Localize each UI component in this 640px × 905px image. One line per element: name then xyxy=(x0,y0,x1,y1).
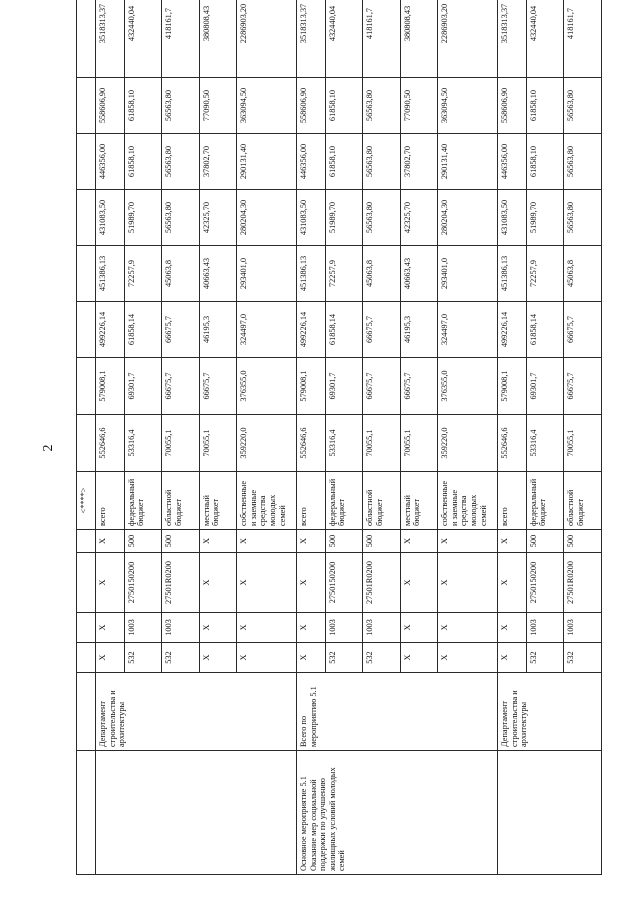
code-cell: X xyxy=(438,553,498,613)
table-row xyxy=(96,0,124,875)
executor-cell: Всего по мероприятию 5.1 xyxy=(297,673,498,751)
year-value-cell: 72257,9 xyxy=(526,246,564,302)
code-cell: X xyxy=(400,643,438,673)
year-value-cell: 51989,70 xyxy=(124,190,162,246)
code-cell: 27501R0200 xyxy=(363,553,401,613)
year-value-cell: 363094,50 xyxy=(237,78,297,134)
code-cell: X xyxy=(237,530,297,553)
code-cell: X xyxy=(400,613,438,643)
stub-cell xyxy=(77,415,96,472)
year-value-cell: 431083,50 xyxy=(297,190,325,246)
funding-source-cell: местный бюджет xyxy=(400,472,438,530)
year-value-cell: 363094,50 xyxy=(438,78,498,134)
year-value-cell: 280204,30 xyxy=(237,190,297,246)
total-value-cell: 418161,7 xyxy=(564,0,602,78)
page-number: 2 xyxy=(41,444,56,452)
funding-source-cell: областной бюджет xyxy=(564,472,602,530)
code-cell: X xyxy=(96,530,124,553)
total-value-cell: 3518313,37 xyxy=(96,0,124,78)
stub-cell xyxy=(77,246,96,302)
code-cell: X xyxy=(237,613,297,643)
year-value-cell: 61858,10 xyxy=(526,78,564,134)
rotated-page xyxy=(76,0,602,875)
code-cell: 500 xyxy=(124,530,162,553)
year-value-cell: 552646,6 xyxy=(297,415,325,472)
code-cell: 500 xyxy=(526,530,564,553)
total-value-cell: 380808,43 xyxy=(199,0,237,78)
code-cell: X xyxy=(498,553,526,613)
executor-cell: Департамент строительства и архитектуры xyxy=(96,673,297,751)
year-value-cell: 61858,14 xyxy=(124,302,162,358)
year-value-cell: 56563,80 xyxy=(162,190,200,246)
year-value-cell: 431083,50 xyxy=(498,190,526,246)
year-value-cell: 359220,0 xyxy=(237,415,297,472)
year-value-cell: 40663,43 xyxy=(199,246,237,302)
year-value-cell: 42325,70 xyxy=(199,190,237,246)
year-value-cell: 499226,14 xyxy=(498,302,526,358)
table-body xyxy=(77,0,602,875)
year-value-cell: 56563,80 xyxy=(162,134,200,190)
year-value-cell: 66675,7 xyxy=(400,358,438,415)
code-cell: X xyxy=(498,613,526,643)
stub-cell xyxy=(77,302,96,358)
year-value-cell: 451386,13 xyxy=(96,246,124,302)
code-cell: X xyxy=(199,613,237,643)
code-cell: 532 xyxy=(363,643,401,673)
funding-source-cell: собственные и заемные средства молодых семей xyxy=(438,472,498,530)
year-value-cell: 324497,0 xyxy=(438,302,498,358)
funding-source-cell: всего xyxy=(498,472,526,530)
year-value-cell: 56563,80 xyxy=(564,134,602,190)
year-value-cell: 61858,10 xyxy=(325,78,363,134)
code-cell: 500 xyxy=(325,530,363,553)
year-value-cell: 69301,7 xyxy=(325,358,363,415)
code-cell: X xyxy=(297,530,325,553)
year-value-cell: 280204,30 xyxy=(438,190,498,246)
year-value-cell: 70055,1 xyxy=(400,415,438,472)
code-cell: 1003 xyxy=(526,613,564,643)
year-value-cell: 45063,8 xyxy=(564,246,602,302)
year-value-cell: 56563,80 xyxy=(564,78,602,134)
stub-cell xyxy=(77,190,96,246)
code-cell: X xyxy=(400,530,438,553)
code-cell: X xyxy=(96,643,124,673)
year-value-cell: 579008,1 xyxy=(297,358,325,415)
stub-cell xyxy=(77,553,96,613)
year-value-cell: 66675,7 xyxy=(564,302,602,358)
year-value-cell: 290131,40 xyxy=(237,134,297,190)
year-value-cell: 61858,10 xyxy=(124,78,162,134)
year-value-cell: 77090,50 xyxy=(400,78,438,134)
year-value-cell: 66675,7 xyxy=(564,358,602,415)
code-cell: 532 xyxy=(564,643,602,673)
year-value-cell: 56563,80 xyxy=(564,190,602,246)
executor-cell: Департамент строительства и архитектуры xyxy=(498,673,602,751)
year-value-cell: 46195,3 xyxy=(199,302,237,358)
stub-cell xyxy=(77,613,96,643)
program-cell xyxy=(96,751,297,875)
total-value-cell: 2286903,20 xyxy=(237,0,297,78)
year-value-cell: 56563,80 xyxy=(363,134,401,190)
year-value-cell: 558606,90 xyxy=(297,78,325,134)
code-cell: 1003 xyxy=(162,613,200,643)
code-cell: 532 xyxy=(526,643,564,673)
code-cell: 2750150200 xyxy=(124,553,162,613)
year-value-cell: 552646,6 xyxy=(498,415,526,472)
year-value-cell: 66675,7 xyxy=(162,302,200,358)
year-value-cell: 293401,0 xyxy=(237,246,297,302)
year-value-cell: 51989,70 xyxy=(325,190,363,246)
funding-source-cell: федеральный бюджет xyxy=(325,472,363,530)
code-cell: X xyxy=(498,530,526,553)
code-cell: X xyxy=(237,643,297,673)
year-value-cell: 446356,00 xyxy=(297,134,325,190)
year-value-cell: 56563,80 xyxy=(363,190,401,246)
code-cell: 1003 xyxy=(363,613,401,643)
funding-source-cell: всего xyxy=(297,472,325,530)
code-cell: 27501R0200 xyxy=(162,553,200,613)
total-value-cell: 3518313,37 xyxy=(297,0,325,78)
code-cell: 1003 xyxy=(124,613,162,643)
code-cell: X xyxy=(400,553,438,613)
year-value-cell: 61858,10 xyxy=(124,134,162,190)
table-row xyxy=(297,0,325,875)
year-value-cell: 499226,14 xyxy=(96,302,124,358)
code-cell: X xyxy=(199,553,237,613)
year-value-cell: 579008,1 xyxy=(96,358,124,415)
code-cell: 1003 xyxy=(325,613,363,643)
code-cell: X xyxy=(297,643,325,673)
code-cell: 27501R0200 xyxy=(564,553,602,613)
code-cell: 500 xyxy=(363,530,401,553)
code-cell: 500 xyxy=(564,530,602,553)
code-cell: X xyxy=(297,613,325,643)
year-value-cell: 293401,0 xyxy=(438,246,498,302)
funding-source-cell: федеральный бюджет xyxy=(526,472,564,530)
year-value-cell: 70055,1 xyxy=(363,415,401,472)
total-value-cell: 418161,7 xyxy=(363,0,401,78)
total-value-cell: 432440,04 xyxy=(325,0,363,78)
code-cell: 532 xyxy=(124,643,162,673)
year-value-cell: 40663,43 xyxy=(400,246,438,302)
year-value-cell: 552646,6 xyxy=(96,415,124,472)
code-cell: X xyxy=(438,530,498,553)
total-value-cell: 418161,7 xyxy=(162,0,200,78)
year-value-cell: 446356,00 xyxy=(498,134,526,190)
header-marker: <****> xyxy=(77,472,96,530)
year-value-cell: 45063,8 xyxy=(162,246,200,302)
funding-source-cell: собственные и заемные средства молодых семей xyxy=(237,472,297,530)
year-value-cell: 77090,50 xyxy=(199,78,237,134)
year-value-cell: 324497,0 xyxy=(237,302,297,358)
funding-source-cell: федеральный бюджет xyxy=(124,472,162,530)
year-value-cell: 499226,14 xyxy=(297,302,325,358)
total-value-cell: 380808,43 xyxy=(400,0,438,78)
year-value-cell: 66675,7 xyxy=(162,358,200,415)
code-cell: X xyxy=(96,613,124,643)
funding-source-cell: областной бюджет xyxy=(363,472,401,530)
year-value-cell: 45063,8 xyxy=(363,246,401,302)
code-cell: 500 xyxy=(162,530,200,553)
year-value-cell: 53316,4 xyxy=(526,415,564,472)
year-value-cell: 70055,1 xyxy=(564,415,602,472)
budget-table xyxy=(76,0,602,875)
stub-cell xyxy=(77,358,96,415)
year-value-cell: 451386,13 xyxy=(498,246,526,302)
year-value-cell: 66675,7 xyxy=(363,358,401,415)
year-value-cell: 37802,70 xyxy=(199,134,237,190)
year-value-cell: 446356,00 xyxy=(96,134,124,190)
year-value-cell: 72257,9 xyxy=(325,246,363,302)
year-value-cell: 70055,1 xyxy=(162,415,200,472)
code-cell: X xyxy=(438,613,498,643)
year-value-cell: 66675,7 xyxy=(363,302,401,358)
header-marker-row xyxy=(77,0,96,875)
year-value-cell: 46195,3 xyxy=(400,302,438,358)
year-value-cell: 376355,0 xyxy=(438,358,498,415)
program-cell xyxy=(498,751,602,875)
code-cell: X xyxy=(438,643,498,673)
funding-source-cell: областной бюджет xyxy=(162,472,200,530)
code-cell: X xyxy=(237,553,297,613)
year-value-cell: 290131,40 xyxy=(438,134,498,190)
code-cell: 2750150200 xyxy=(325,553,363,613)
total-value-cell: 432440,04 xyxy=(124,0,162,78)
year-value-cell: 42325,70 xyxy=(400,190,438,246)
year-value-cell: 56563,80 xyxy=(162,78,200,134)
code-cell: 532 xyxy=(162,643,200,673)
code-cell: 2750150200 xyxy=(526,553,564,613)
year-value-cell: 53316,4 xyxy=(325,415,363,472)
year-value-cell: 69301,7 xyxy=(124,358,162,415)
stub-cell xyxy=(77,751,96,875)
code-cell: 1003 xyxy=(564,613,602,643)
stub-cell xyxy=(77,643,96,673)
year-value-cell: 51989,70 xyxy=(526,190,564,246)
year-value-cell: 61858,10 xyxy=(325,134,363,190)
stub-cell xyxy=(77,134,96,190)
code-cell: X xyxy=(199,643,237,673)
year-value-cell: 558606,90 xyxy=(498,78,526,134)
year-value-cell: 431083,50 xyxy=(96,190,124,246)
total-value-cell: 432440,04 xyxy=(526,0,564,78)
code-cell: X xyxy=(498,643,526,673)
year-value-cell: 359220,0 xyxy=(438,415,498,472)
stub-cell xyxy=(77,78,96,134)
funding-source-cell: всего xyxy=(96,472,124,530)
year-value-cell: 37802,70 xyxy=(400,134,438,190)
total-value-cell: 2286903,20 xyxy=(438,0,498,78)
year-value-cell: 451386,13 xyxy=(297,246,325,302)
year-value-cell: 579008,1 xyxy=(498,358,526,415)
year-value-cell: 61858,14 xyxy=(325,302,363,358)
year-value-cell: 61858,14 xyxy=(526,302,564,358)
code-cell: X xyxy=(199,530,237,553)
code-cell: 532 xyxy=(325,643,363,673)
year-value-cell: 376355,0 xyxy=(237,358,297,415)
year-value-cell: 69301,7 xyxy=(526,358,564,415)
stub-cell xyxy=(77,530,96,553)
year-value-cell: 70055,1 xyxy=(199,415,237,472)
year-value-cell: 66675,7 xyxy=(199,358,237,415)
stub-cell xyxy=(77,673,96,751)
code-cell: X xyxy=(297,553,325,613)
code-cell: X xyxy=(96,553,124,613)
year-value-cell: 56563,80 xyxy=(363,78,401,134)
stub-cell xyxy=(77,0,96,78)
year-value-cell: 558606,90 xyxy=(96,78,124,134)
funding-source-cell: местный бюджет xyxy=(199,472,237,530)
table-row xyxy=(498,0,526,875)
total-value-cell: 3518313,37 xyxy=(498,0,526,78)
year-value-cell: 72257,9 xyxy=(124,246,162,302)
year-value-cell: 61858,10 xyxy=(526,134,564,190)
year-value-cell: 53316,4 xyxy=(124,415,162,472)
program-cell: Основное мероприятие 5.1 Оказание мер социальной поддержки по улучшению жилищных условий молодых семей xyxy=(297,751,498,875)
